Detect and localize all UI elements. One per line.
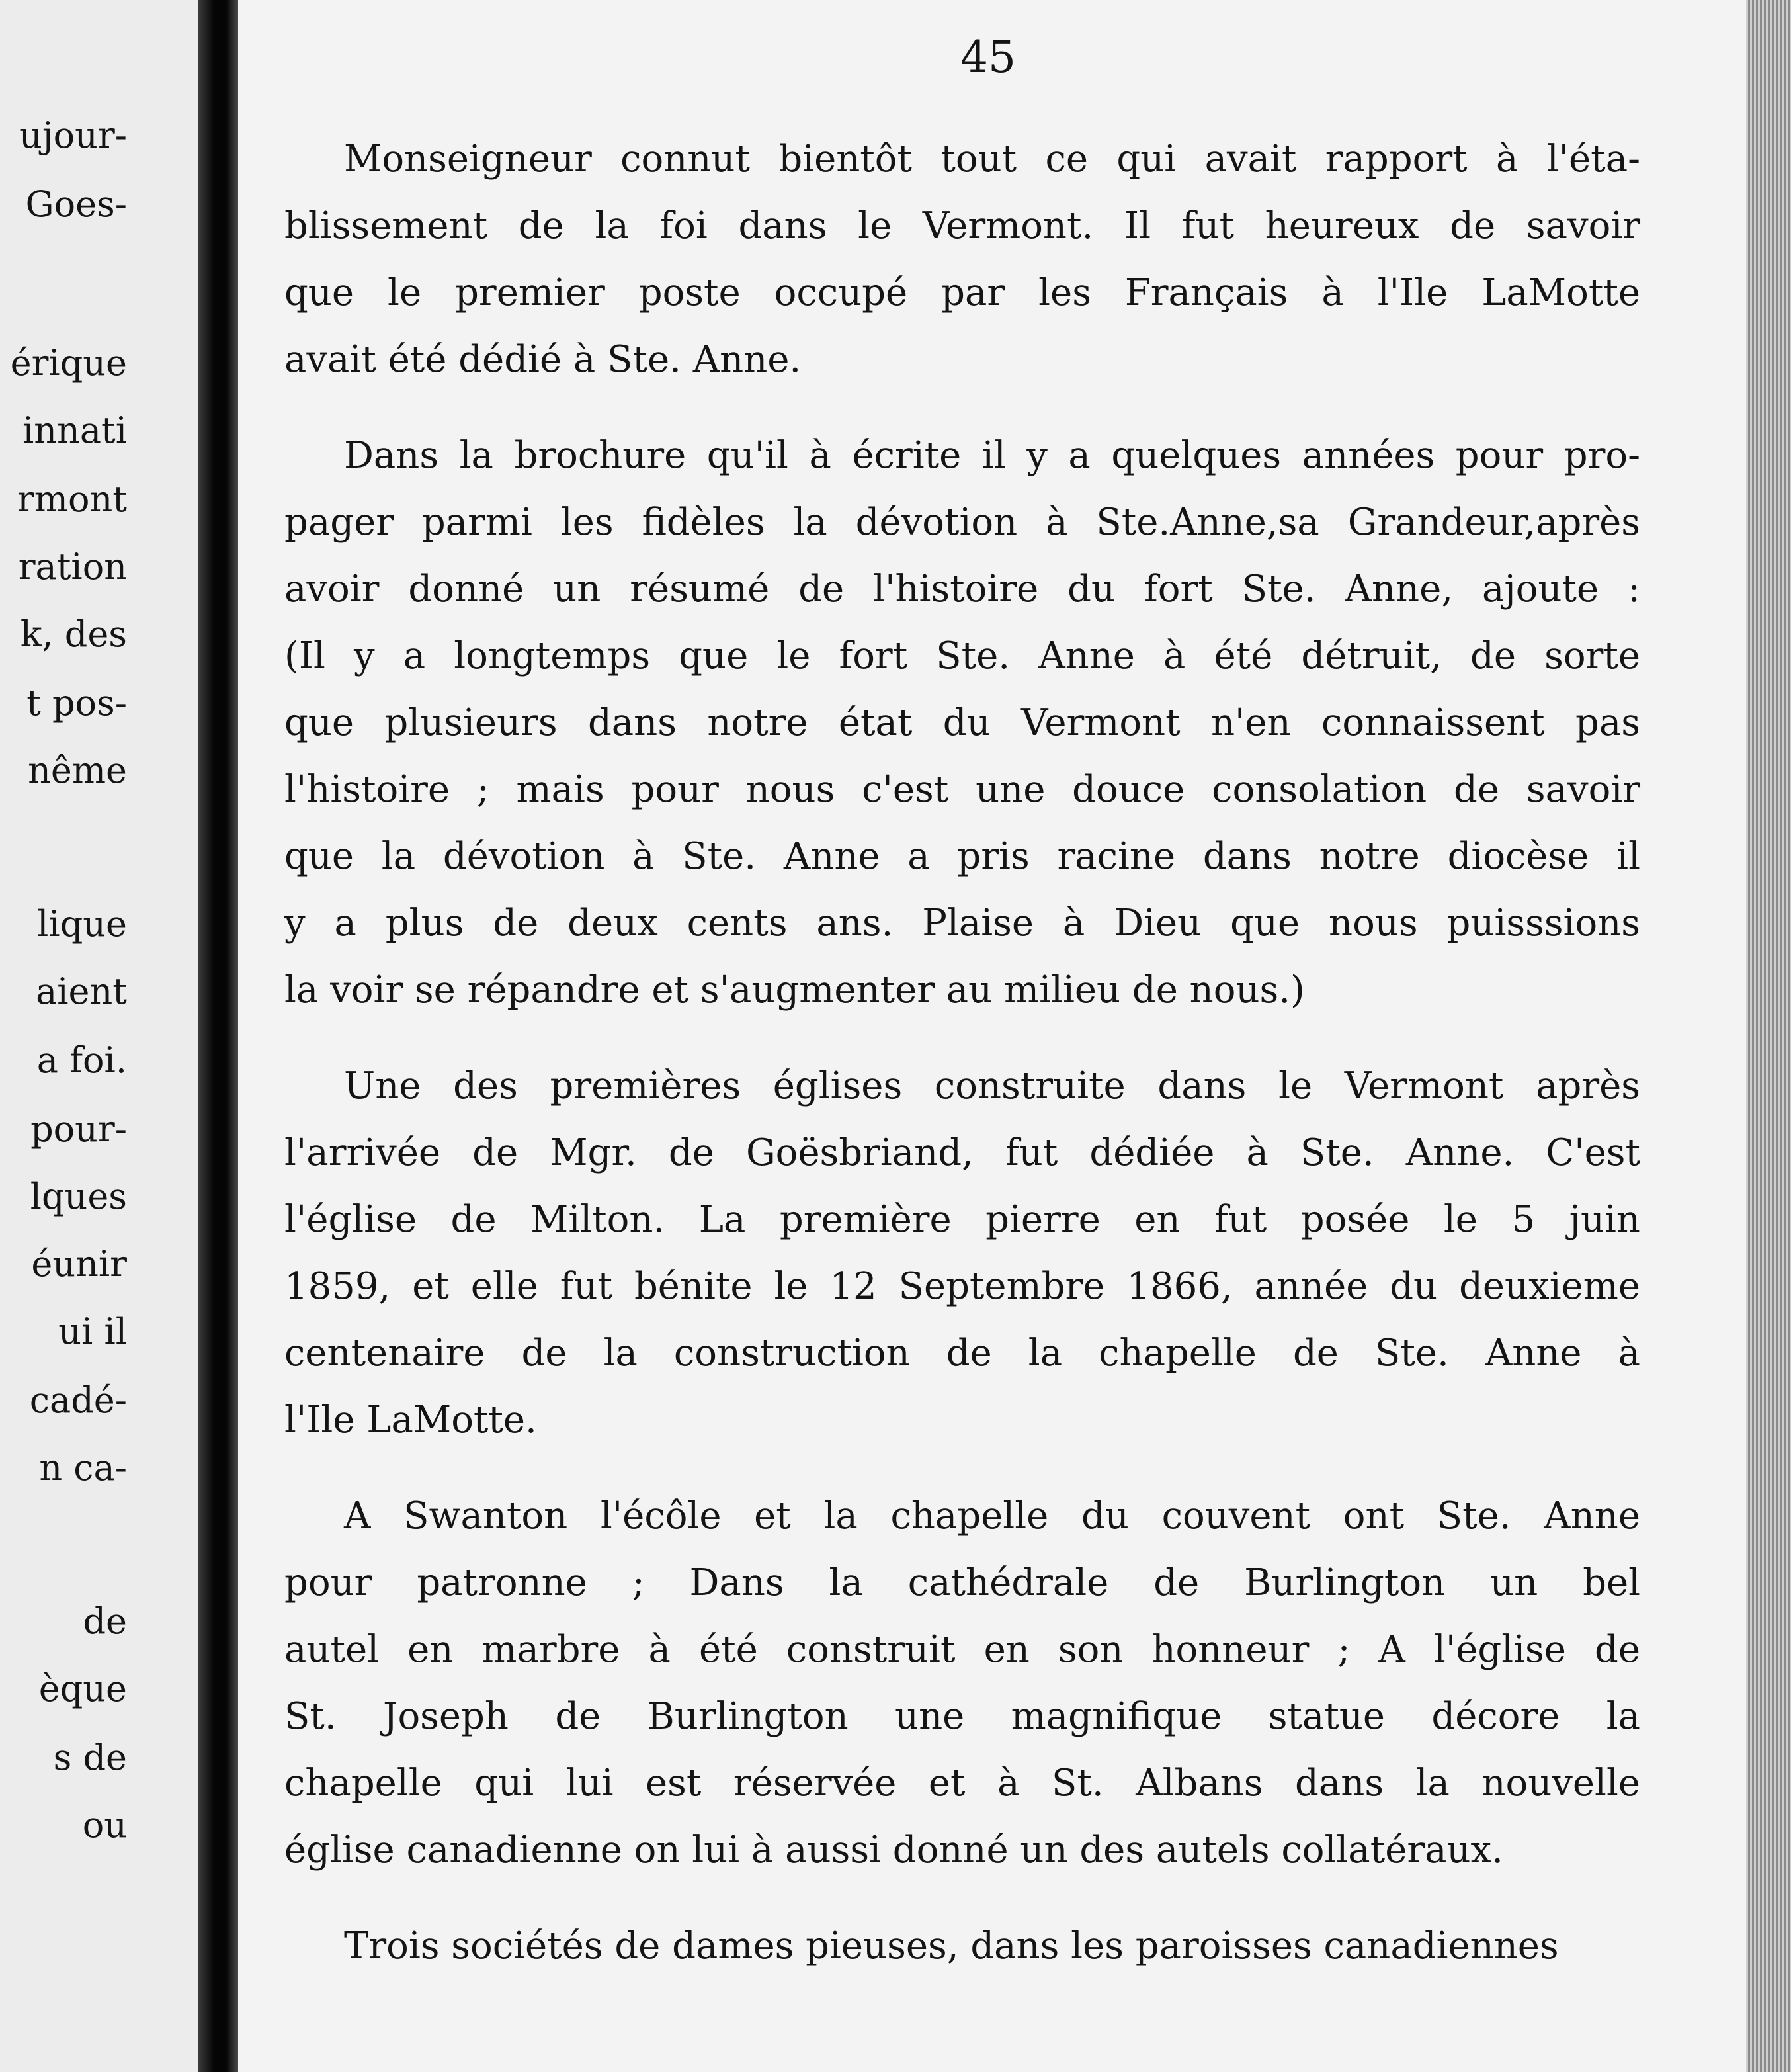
left-page-line: cadé-: [29, 1379, 127, 1421]
left-page-line: pour-: [30, 1108, 127, 1150]
text-line: que le premier poste occupé par les Français à l'Ile LaMotte: [284, 271, 1640, 314]
text-line: que la dévotion à Ste. Anne a pris racine dans notre diocèse il: [284, 835, 1640, 878]
page-number: 45: [960, 32, 1016, 83]
page-edge: [1746, 0, 1791, 2072]
text-line: Dans la brochure qu'il à écrite il y a quelques années pour pro-: [344, 434, 1640, 477]
text-line: avait été dédié à Ste. Anne.: [284, 338, 802, 381]
text-line: blissement de la foi dans le Vermont. Il fut heureux de savoir: [284, 204, 1640, 247]
text-line: l'Ile LaMotte.: [284, 1399, 537, 1442]
text-line: centenaire de la construction de la chapelle de Ste. Anne à: [284, 1332, 1640, 1375]
text-line: pager parmi les fidèles la dévotion à Ste.Anne,sa Grandeur,après: [284, 501, 1640, 544]
book-gutter: [198, 0, 238, 2072]
text-line: pour patronne ; Dans la cathédrale de Burlington un bel: [284, 1561, 1640, 1604]
text-line: Monseigneur connut bientôt tout ce qui avait rapport à l'éta-: [344, 138, 1640, 181]
text-line: 1859, et elle fut bénite le 12 Septembre 1866, année du deuxieme: [284, 1265, 1640, 1308]
page-body-text: [284, 126, 1640, 2008]
text-line: Une des premières églises construite dans le Vermont après: [344, 1064, 1640, 1107]
text-line: l'arrivée de Mgr. de Goësbriand, fut dédiée à Ste. Anne. C'est: [284, 1131, 1640, 1174]
left-page-line: de: [83, 1600, 127, 1642]
paragraph: [284, 422, 1640, 1023]
text-line: chapelle qui lui est réservée et à St. Albans dans la nouvelle: [284, 1762, 1640, 1805]
left-page-line: ui il: [58, 1311, 127, 1352]
left-page-line: k, des: [20, 613, 127, 655]
text-line: autel en marbre à été construit en son honneur ; A l'église de: [284, 1628, 1640, 1671]
paragraph: [284, 1053, 1640, 1453]
paragraph: [284, 1483, 1640, 1883]
text-line: St. Joseph de Burlington une magnifique statue décore la: [284, 1695, 1640, 1738]
text-line: l'histoire ; mais pour nous c'est une douce consolation de savoir: [284, 768, 1640, 811]
left-page-line: érique: [10, 342, 127, 384]
left-page-line: Goes-: [25, 183, 127, 225]
left-page-line: aient: [36, 971, 127, 1012]
left-page-line: t pos-: [26, 682, 127, 724]
left-page-line: lques: [30, 1176, 127, 1217]
left-page-line: innati: [22, 410, 127, 451]
left-page-line: éunir: [31, 1243, 127, 1285]
left-page-line: ujour-: [19, 114, 127, 156]
text-line: avoir donné un résumé de l'histoire du fort Ste. Anne, ajoute :: [284, 568, 1640, 611]
text-line: l'église de Milton. La première pierre en fut posée le 5 juin: [284, 1198, 1640, 1241]
left-page-line: s de: [53, 1737, 127, 1778]
text-line: Trois sociétés de dames pieuses, dans les paroisses canadiennes: [344, 1924, 1559, 1967]
left-page-line: ou: [82, 1804, 127, 1846]
previous-page-strip: [0, 0, 198, 2072]
left-page-line: a foi.: [36, 1039, 127, 1081]
text-line: église canadienne on lui à aussi donné un des autels collatéraux.: [284, 1829, 1503, 1872]
left-page-line: lique: [37, 903, 127, 945]
left-page-line: n ca-: [39, 1447, 127, 1489]
paragraph: [284, 126, 1640, 393]
text-line: y a plus de deux cents ans. Plaise à Dieu que nous puisssions: [284, 902, 1640, 945]
paragraph: [284, 1913, 1640, 1979]
text-line: (Il y a longtemps que le fort Ste. Anne à été détruit, de sorte: [284, 634, 1640, 677]
left-page-line: rmont: [17, 478, 127, 520]
text-line: A Swanton l'écôle et la chapelle du couvent ont Ste. Anne: [344, 1494, 1640, 1537]
left-page-line: èque: [38, 1668, 127, 1709]
text-line: la voir se répandre et s'augmenter au milieu de nous.): [284, 969, 1305, 1012]
left-page-line: nême: [28, 750, 127, 791]
left-page-line: ration: [18, 546, 127, 587]
text-line: que plusieurs dans notre état du Vermont n'en connaissent pas: [284, 701, 1640, 744]
